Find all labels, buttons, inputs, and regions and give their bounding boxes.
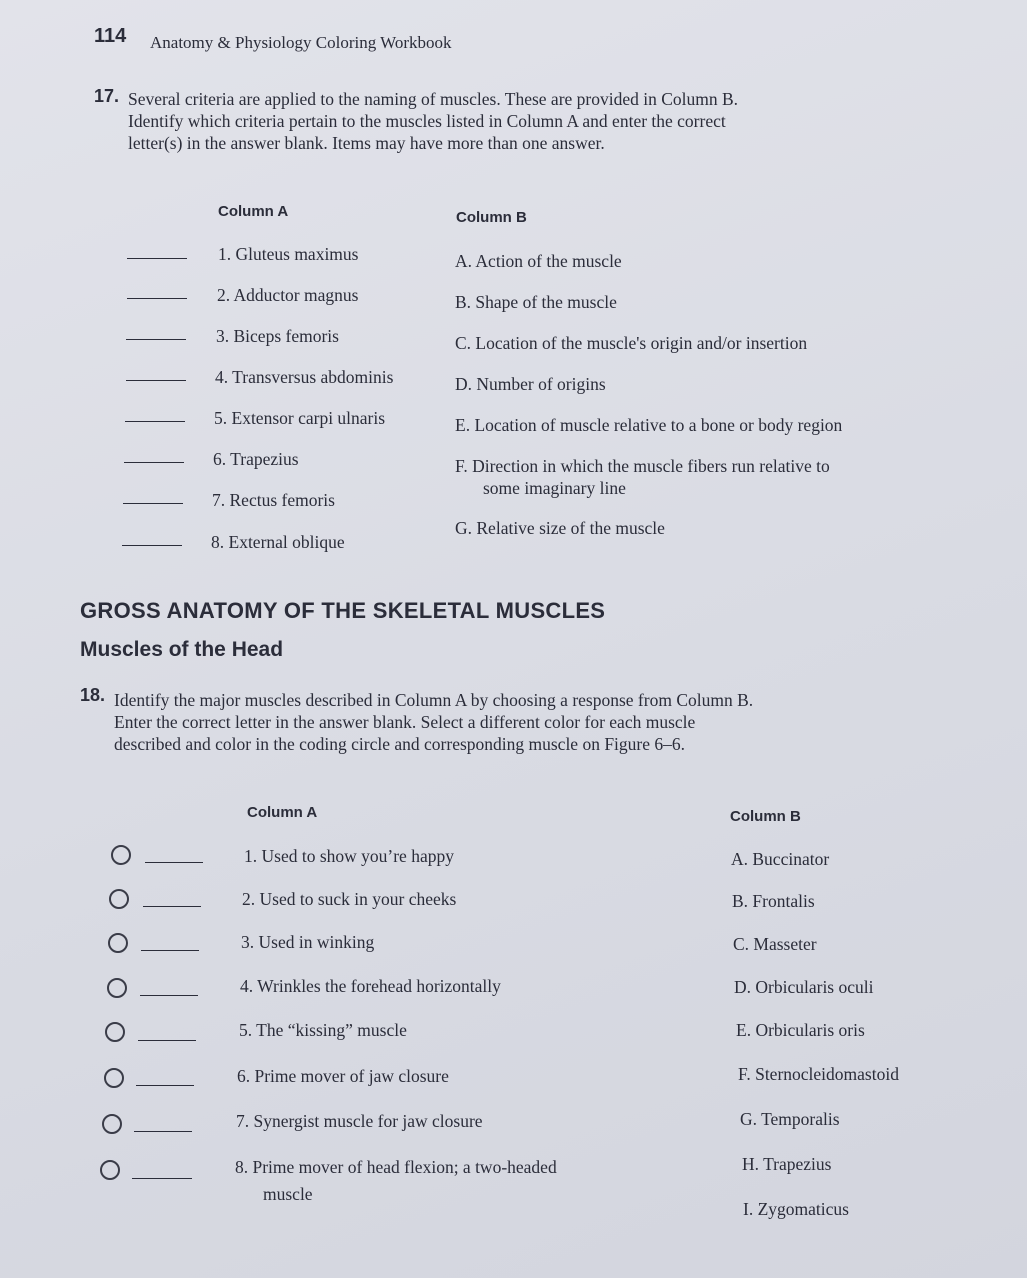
q17-answer-blank-6[interactable] — [124, 462, 184, 463]
q18-answer-blank-7[interactable] — [134, 1131, 192, 1132]
q18-column-b-item: H. Trapezius — [742, 1154, 832, 1174]
q18-column-a-item: 1. Used to show you’re happy — [244, 846, 454, 866]
q18-column-a-item: 3. Used in winking — [241, 932, 375, 952]
q17-column-b-item: C. Location of the muscle's origin and/or insertion — [455, 333, 808, 353]
q18-column-b-heading: Column B — [730, 808, 801, 825]
coding-circle[interactable] — [107, 978, 127, 998]
q17-answer-blank-4[interactable] — [126, 380, 186, 381]
question-18-number: 18. — [80, 685, 106, 705]
q18-answer-blank-4[interactable] — [140, 995, 198, 996]
q17-column-b-item: E. Location of muscle relative to a bone or body region — [455, 415, 843, 435]
q18-column-a-item: 5. The “kissing” muscle — [239, 1020, 407, 1040]
q18-column-a-item-continued: muscle — [263, 1184, 313, 1204]
q18-column-b-item: A. Buccinator — [731, 849, 830, 869]
q18-column-b-item: F. Sternocleidomastoid — [738, 1064, 899, 1084]
q18-column-a-item: 2. Used to suck in your cheeks — [242, 889, 457, 909]
q17-column-b-item: F. Direction in which the muscle fibers run relative to — [455, 456, 830, 476]
q17-column-a-item: 8. External oblique — [211, 532, 345, 552]
q17-column-a-item: 4. Transversus abdominis — [215, 367, 394, 387]
page-number: 114 — [94, 25, 127, 47]
q18-column-b-item: G. Temporalis — [740, 1109, 840, 1129]
q17-column-a-item: 2. Adductor magnus — [217, 285, 359, 305]
q17-answer-blank-5[interactable] — [125, 421, 185, 422]
section-subtitle: Muscles of the Head — [80, 638, 284, 661]
coding-circle[interactable] — [108, 933, 128, 953]
q17-column-a-item: 7. Rectus femoris — [212, 490, 335, 510]
q18-column-b-item: I. Zygomaticus — [743, 1199, 849, 1219]
q18-column-b-item: D. Orbicularis oculi — [734, 977, 874, 997]
section-title: GROSS ANATOMY OF THE SKELETAL MUSCLES — [80, 598, 606, 623]
q17-answer-blank-8[interactable] — [122, 545, 182, 546]
q18-answer-blank-3[interactable] — [141, 950, 199, 951]
q17-column-b-item: G. Relative size of the muscle — [455, 518, 665, 538]
book-title: Anatomy & Physiology Coloring Workbook — [150, 33, 452, 52]
q17-column-b-item: D. Number of origins — [455, 374, 606, 394]
q18-column-a-heading: Column A — [247, 804, 318, 821]
q18-column-b-item: B. Frontalis — [732, 891, 815, 911]
coding-circle[interactable] — [100, 1160, 120, 1180]
q17-answer-blank-2[interactable] — [127, 298, 187, 299]
q18-answer-blank-1[interactable] — [145, 862, 203, 863]
q18-answer-blank-8[interactable] — [132, 1178, 192, 1179]
q17-column-a-item: 3. Biceps femoris — [216, 326, 339, 346]
q18-column-a-item: 8. Prime mover of head flexion; a two-headed — [235, 1157, 557, 1177]
q17-column-a-heading: Column A — [218, 203, 289, 220]
q18-column-a-item: 6. Prime mover of jaw closure — [237, 1066, 449, 1086]
q17-column-b-item-continued: some imaginary line — [483, 478, 626, 498]
question-17-prompt: Several criteria are applied to the naming of muscles. These are provided in Column B. Identify which criteria pertain to the muscles listed in Column A and enter the correct letter(s) in the answer blank. Items may have more than one answer. — [128, 89, 739, 153]
coding-circle[interactable] — [109, 889, 129, 909]
q17-column-b-heading: Column B — [456, 209, 527, 226]
q18-column-a-item: 7. Synergist muscle for jaw closure — [236, 1111, 483, 1131]
q17-answer-blank-3[interactable] — [126, 339, 186, 340]
q18-answer-blank-6[interactable] — [136, 1085, 194, 1086]
q18-answer-blank-5[interactable] — [138, 1040, 196, 1041]
q17-column-b-item: A. Action of the muscle — [455, 251, 622, 271]
q17-answer-blank-7[interactable] — [123, 503, 183, 504]
q17-answer-blank-1[interactable] — [127, 258, 187, 259]
q17-column-a-item: 5. Extensor carpi ulnaris — [214, 408, 386, 428]
coding-circle[interactable] — [111, 845, 131, 865]
question-17-number: 17. — [94, 86, 120, 106]
q17-column-b-item: B. Shape of the muscle — [455, 292, 617, 312]
q18-column-b-item: E. Orbicularis oris — [736, 1020, 865, 1040]
coding-circle[interactable] — [102, 1114, 122, 1134]
coding-circle[interactable] — [104, 1068, 124, 1088]
coding-circle[interactable] — [105, 1022, 125, 1042]
q18-column-b-item: C. Masseter — [733, 934, 817, 954]
q17-column-a-item: 6. Trapezius — [213, 449, 299, 469]
q18-answer-blank-2[interactable] — [143, 906, 201, 907]
question-18-prompt: Identify the major muscles described in Column A by choosing a response from Column B. Enter the correct letter in the answer blank. Select a different color for each muscle described and color in the coding circle and corresponding muscle on Figure 6–6. — [114, 690, 754, 754]
q17-column-a-item: 1. Gluteus maximus — [218, 244, 359, 264]
q18-column-a-item: 4. Wrinkles the forehead horizontally — [240, 976, 501, 996]
